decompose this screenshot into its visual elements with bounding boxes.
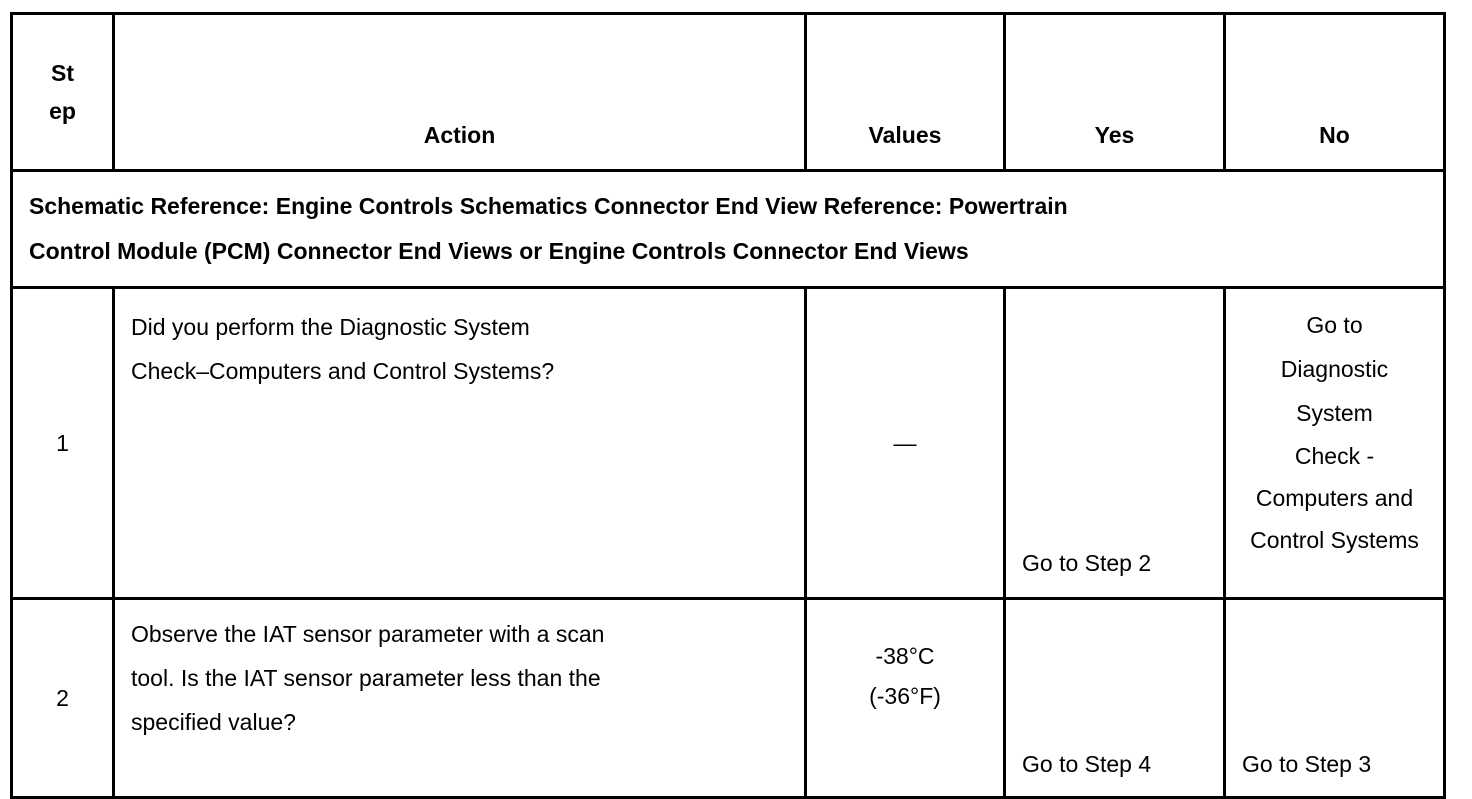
no-cell [1225,288,1445,599]
values-line: -38°C [875,643,935,669]
table-row [12,288,1445,599]
reference-line1: Schematic Reference: Engine Controls Schematics Connector End View Reference: Powertrain [29,193,1068,219]
action-line: Check–Computers and Control Systems? [131,358,555,384]
no-line: Computers and [1255,485,1414,511]
no-line: Diagnostic [1280,356,1389,382]
action-line: Observe the IAT sensor parameter with a scan [131,621,605,647]
action-line: specified value? [131,709,296,735]
values-line: (-36°F) [869,683,941,709]
header-yes: Yes [1005,14,1225,171]
values-cell [806,599,1005,798]
header-row [12,14,1445,171]
header-step-line2: ep [49,98,76,124]
action-cell [114,599,806,798]
header-action: Action [114,14,806,171]
yes-cell: Go to Step 4 [1005,599,1225,798]
reference-row [12,171,1445,288]
diagnostic-table [10,12,1446,799]
table-row [12,599,1445,798]
header-step-line1: St [51,60,74,86]
no-line: Control Systems [1250,527,1419,553]
action-cell [114,288,806,599]
reference-line2: Control Module (PCM) Connector End Views or Engine Controls Connector End Views [29,238,969,264]
header-step [12,14,114,171]
step-number: 1 [12,288,114,599]
action-line: tool. Is the IAT sensor parameter less than the [131,665,601,691]
no-cell: Go to Step 3 [1225,599,1445,798]
header-no: No [1225,14,1445,171]
values-cell [806,288,1005,599]
no-line: System [1296,400,1373,426]
no-line: Go to [1306,312,1363,338]
action-line: Did you perform the Diagnostic System [131,314,530,340]
yes-cell: Go to Step 2 [1005,288,1225,599]
step-number: 2 [12,599,114,798]
no-line: Check - [1294,443,1375,469]
reference-cell [12,171,1445,288]
values-dash: — [893,430,917,456]
header-values: Values [806,14,1005,171]
